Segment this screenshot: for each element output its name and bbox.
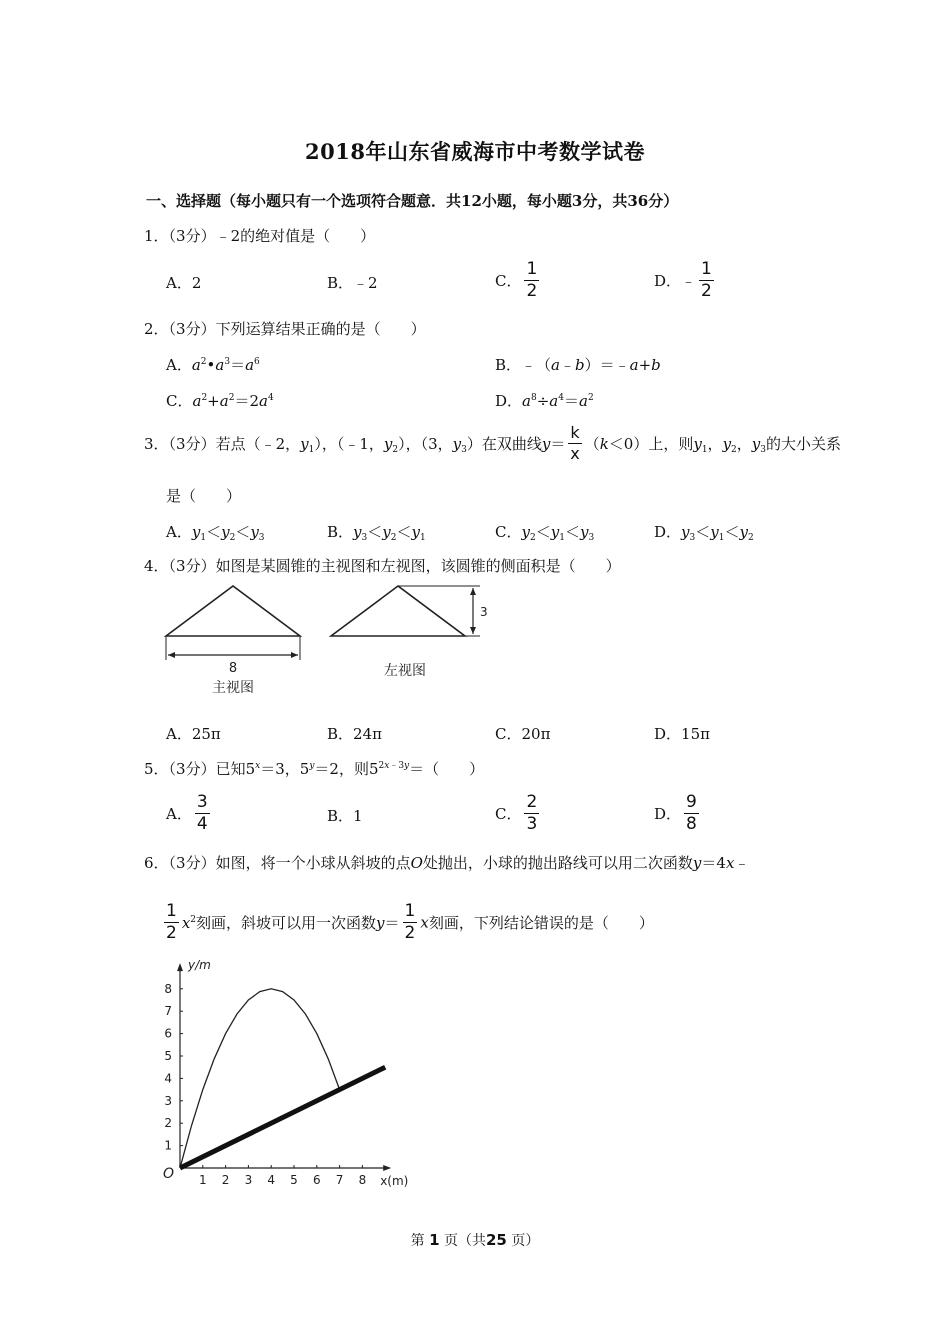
x-tick-label: 5 <box>290 1173 298 1187</box>
y-axis-label: y/m <box>188 958 211 973</box>
x-tick-label: 4 <box>267 1173 276 1187</box>
question-3-stem: 3．（3分）若点（﹣2，$y_1$），（﹣1，$y_2$），（3，$y_3$）在双曲线y＝ $\frac{k}{x}$ （k＜0）上，则$y_1$，$y_2$，$y_3$的大小关系 <box>144 423 842 463</box>
q5-option-c: C． $\frac{2}{3}$ <box>495 792 538 834</box>
x-tick-label: 2 <box>221 1173 230 1187</box>
q3-option-a: A．$y_1<y_2<y_3$ <box>166 523 265 543</box>
q4-option-c: C．20π <box>495 725 551 743</box>
front-view-caption: 主视图 <box>212 680 254 696</box>
q4-option-d: D．15π <box>654 725 710 743</box>
page-footer: 第 1 页（共25 页） <box>410 1231 540 1249</box>
parabola-line <box>180 989 340 1168</box>
q6-chart <box>150 950 420 1195</box>
q4-option-b: B．24π <box>327 725 382 743</box>
x-axis-label: x(m) <box>380 1174 409 1188</box>
question-1-stem: 1．（3分）﹣2的绝对值是（ ） <box>144 227 376 245</box>
q2-option-c: C．$a^2+a^2=2a^4$ <box>166 392 274 410</box>
y-tick-label: 8 <box>164 981 172 996</box>
y-tick-label: 1 <box>164 1138 172 1153</box>
q3-option-c: C．$y_2<y_1<y_3$ <box>495 523 595 543</box>
q1-option-a: A．2 <box>166 274 202 292</box>
q2-option-a: A．$a^2•a^3=a^6$ <box>166 356 260 374</box>
question-2-stem: 2．（3分）下列运算结果正确的是（ ） <box>144 320 426 338</box>
q1-option-b: B．﹣2 <box>327 274 378 292</box>
x-tick-label: 3 <box>244 1173 253 1187</box>
x-tick-label: 8 <box>358 1173 367 1187</box>
x-tick-label: 6 <box>312 1173 321 1187</box>
y-tick-label: 5 <box>164 1049 172 1063</box>
q2-option-d: D．$a^8\div a^4=a^2$ <box>495 392 594 410</box>
q2-option-b: B．﹣（a﹣b）＝﹣a+b <box>495 356 661 374</box>
q1-option-d: D．﹣ $\frac{1}{2}$ <box>654 259 712 301</box>
question-6-stem-line2: $\frac{1}{2}$ $x^2$刻画，斜坡可以用一次函数y＝ $\frac{1}{2}$ x刻画，下列结论错误的是（ ） <box>166 901 654 943</box>
origin-label: O <box>163 1166 175 1182</box>
y-tick-label: 3 <box>164 1093 172 1108</box>
q4-option-a: A．25π <box>166 725 221 743</box>
question-3-stem-line2: 是（ ） <box>166 487 242 505</box>
q5-option-d: D． $\frac{9}{8}$ <box>654 792 697 834</box>
page-title: 2018年山东省威海市中考数学试卷 <box>305 139 645 164</box>
q5-option-a: A． $\frac{3}{4}$ <box>166 792 208 834</box>
question-4-stem: 4．（3分）如图是某圆锥的主视图和左视图，该圆锥的侧面积是（ ） <box>144 557 621 575</box>
q3-option-b: B．$y_3<y_2<y_1$ <box>327 523 426 543</box>
y-tick-label: 6 <box>164 1026 172 1041</box>
side-view <box>331 586 480 636</box>
page-total: 25 <box>486 1231 507 1249</box>
slope-line <box>180 1067 385 1168</box>
q3-option-d: D．$y_3<y_1<y_2$ <box>654 523 754 543</box>
question-6-stem: 6．（3分）如图，将一个小球从斜坡的点O处抛出，小球的抛出路线可以用二次函数y＝4x﹣ <box>144 854 750 872</box>
cone-views-figure <box>160 580 500 700</box>
y-tick-label: 7 <box>164 1004 172 1019</box>
side-view-dimension: 3 <box>480 605 488 619</box>
q5-option-b: B．1 <box>327 807 363 825</box>
x-tick-label: 7 <box>335 1173 344 1187</box>
front-view <box>166 586 300 660</box>
y-axis-arrow <box>177 963 183 971</box>
section-heading: 一、选择题（每小题只有一个选项符合题意．共12小题，每小题3分，共36分） <box>146 192 679 210</box>
question-5-stem: 5．（3分）已知$5^x=3$，$5^y=2$，则$5^{2x﹣3y}=$（ ） <box>144 760 485 778</box>
front-view-dimension: 8 <box>228 661 238 676</box>
x-tick-label: 1 <box>198 1173 207 1187</box>
x-axis-arrow <box>383 1165 391 1171</box>
y-tick-label: 4 <box>164 1071 172 1086</box>
page-number: 1 <box>429 1231 440 1249</box>
side-view-caption: 左视图 <box>384 663 426 679</box>
y-tick-label: 2 <box>164 1116 172 1131</box>
q1-option-c: C． $\frac{1}{2}$ <box>495 259 538 301</box>
